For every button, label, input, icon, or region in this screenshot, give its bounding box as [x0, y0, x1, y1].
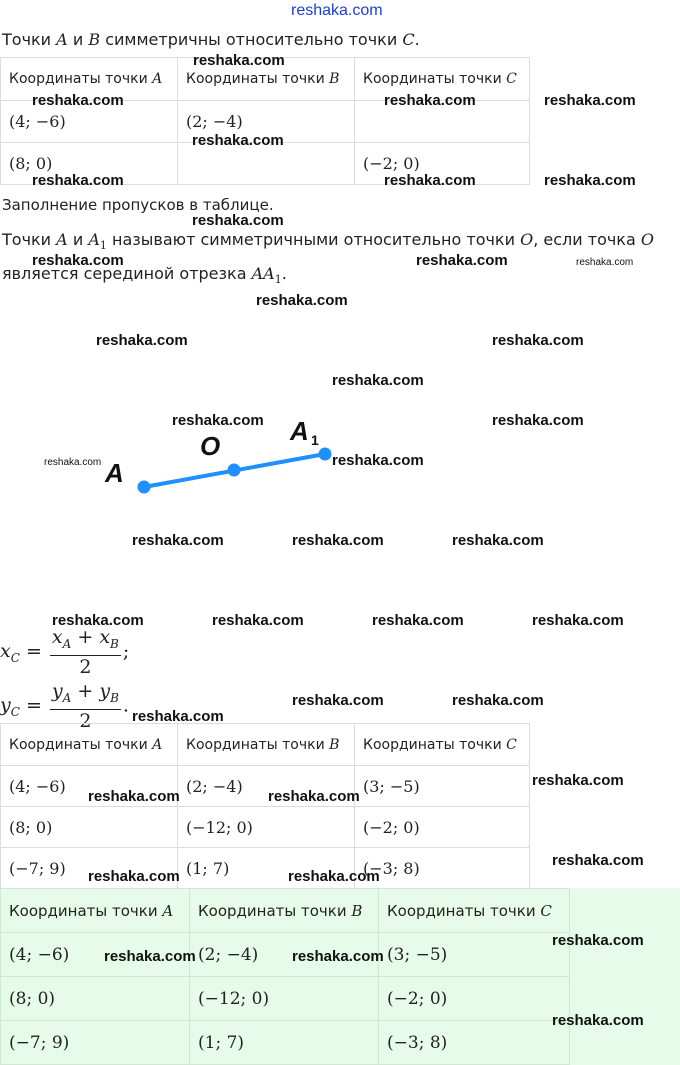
intro-word-and: и [72, 30, 84, 49]
watermark: reshaka.com [332, 452, 424, 469]
label-o: O [200, 431, 221, 461]
table3-cell: (2; −4) [190, 933, 379, 977]
table1-cell: (2; −4) [178, 101, 355, 143]
table2-cell: (2; −4) [178, 766, 355, 807]
intro-point-a: A [56, 30, 68, 49]
table3-cell: (−12; 0) [190, 977, 379, 1021]
table1-header-b: Координаты точки B [178, 58, 355, 101]
table1-header-a: Координаты точки A [1, 58, 178, 101]
watermark: reshaka.com [532, 612, 624, 629]
point-a1-dot [319, 448, 332, 461]
watermark: reshaka.com [416, 252, 508, 269]
watermark: reshaka.com [384, 92, 476, 109]
watermark: reshaka.com [52, 612, 144, 629]
table2-cell: (1; 7) [178, 848, 355, 889]
table3-header-row [1, 889, 570, 933]
label-a: A [105, 458, 124, 488]
table-row [1, 807, 530, 848]
label-a1-subscript: 1 [311, 432, 319, 448]
watermark: reshaka.com [172, 412, 264, 429]
table2-header-a: Координаты точки A [1, 724, 178, 766]
watermark: reshaka.com [292, 948, 384, 965]
point-a-dot [138, 481, 151, 494]
table1-header-c: Координаты точки C [355, 58, 530, 101]
table3-cell: (3; −5) [379, 933, 570, 977]
watermark: reshaka.com [452, 532, 544, 549]
table2-cell: (8; 0) [1, 807, 178, 848]
definition-line-2: является серединой отрезка $AA_1$. [2, 264, 287, 287]
watermark: reshaka.com [332, 372, 424, 389]
table2-header-c: Координаты точки C [355, 724, 530, 766]
table1-cell: (−2; 0) [355, 143, 530, 185]
table2-cell: (−7; 9) [1, 848, 178, 889]
watermark: reshaka.com [44, 457, 102, 468]
intro-point-c: C [402, 30, 415, 49]
table3-cell: (1; 7) [190, 1021, 379, 1065]
watermark: reshaka.com [96, 332, 188, 349]
watermark: reshaka.com [192, 132, 284, 149]
point-o-dot [228, 464, 241, 477]
intro-word-symmetric: симметричны относительно точки [105, 30, 398, 49]
watermark: reshaka.com [292, 532, 384, 549]
intro-word-points: Точки [2, 30, 52, 49]
watermark: reshaka.com [256, 292, 348, 309]
watermark: reshaka.com [552, 852, 644, 869]
watermark: reshaka.com [544, 92, 636, 109]
table-row [1, 766, 530, 807]
table1-cell: (4; −6) [1, 101, 178, 143]
coords-table-1 [0, 57, 530, 185]
watermark: reshaka.com [552, 932, 644, 949]
watermark: reshaka.com [452, 692, 544, 709]
watermark: reshaka.com [32, 92, 124, 109]
formula-xc: $x_C$ = $\frac{x_A + x_B}{2}$ ; [0, 626, 130, 678]
fill-gaps-text: Заполнение пропусков в таблице. [2, 196, 274, 214]
watermark: reshaka.com [132, 532, 224, 549]
watermark: reshaka.com [552, 1012, 644, 1029]
table2-cell: (−3; 8) [355, 848, 530, 889]
watermark: reshaka.com [372, 612, 464, 629]
table-row [1, 1021, 570, 1065]
watermark: reshaka.com [268, 788, 360, 805]
watermark: reshaka.com [32, 172, 124, 189]
table3-cell: (−3; 8) [379, 1021, 570, 1065]
watermark: reshaka.com [384, 172, 476, 189]
table2-cell: (−2; 0) [355, 807, 530, 848]
table2-header-b: Координаты точки B [178, 724, 355, 766]
watermark: reshaka.com [532, 772, 624, 789]
table3-cell: (−7; 9) [1, 1021, 190, 1065]
intro-sentence [2, 30, 420, 49]
table3-cell: (4; −6) [1, 933, 190, 977]
table3-header-c: Координаты точки C [379, 889, 570, 933]
watermark: reshaka.com [544, 172, 636, 189]
table1-cell: (8; 0) [1, 143, 178, 185]
watermark: reshaka.com [32, 252, 124, 269]
intro-period: . [414, 30, 420, 49]
watermark-top: reshaka.com [291, 2, 383, 19]
label-a1: A [290, 416, 309, 446]
formula-yc: $y_C$ = $\frac{y_A + y_B}{2}$ . [0, 680, 129, 732]
table2-cell: (4; −6) [1, 766, 178, 807]
watermark: reshaka.com [132, 708, 224, 725]
table-row [1, 933, 570, 977]
watermark: reshaka.com [88, 868, 180, 885]
table2-cell: (−12; 0) [178, 807, 355, 848]
table3-cell: (−2; 0) [379, 977, 570, 1021]
table-row [1, 848, 530, 889]
watermark: reshaka.com [492, 332, 584, 349]
watermark: reshaka.com [576, 257, 634, 268]
watermark: reshaka.com [192, 212, 284, 229]
definition-line-1: Точки A и $A_1$ называют симметричными относительно точки O, если точка O [2, 230, 654, 253]
table3-header-b: Координаты точки B [190, 889, 379, 933]
table2-cell: (3; −5) [355, 766, 530, 807]
coords-table-2 [0, 723, 530, 889]
table3-header-a: Координаты точки A [1, 889, 190, 933]
coords-table-3 [0, 888, 570, 1065]
intro-point-b: B [88, 30, 101, 49]
watermark: reshaka.com [104, 948, 196, 965]
watermark: reshaka.com [193, 52, 285, 69]
watermark: reshaka.com [288, 868, 380, 885]
table2-header-row [1, 724, 530, 766]
table-row [1, 977, 570, 1021]
watermark: reshaka.com [292, 692, 384, 709]
watermark: reshaka.com [88, 788, 180, 805]
watermark: reshaka.com [492, 412, 584, 429]
table3-cell: (8; 0) [1, 977, 190, 1021]
watermark: reshaka.com [212, 612, 304, 629]
